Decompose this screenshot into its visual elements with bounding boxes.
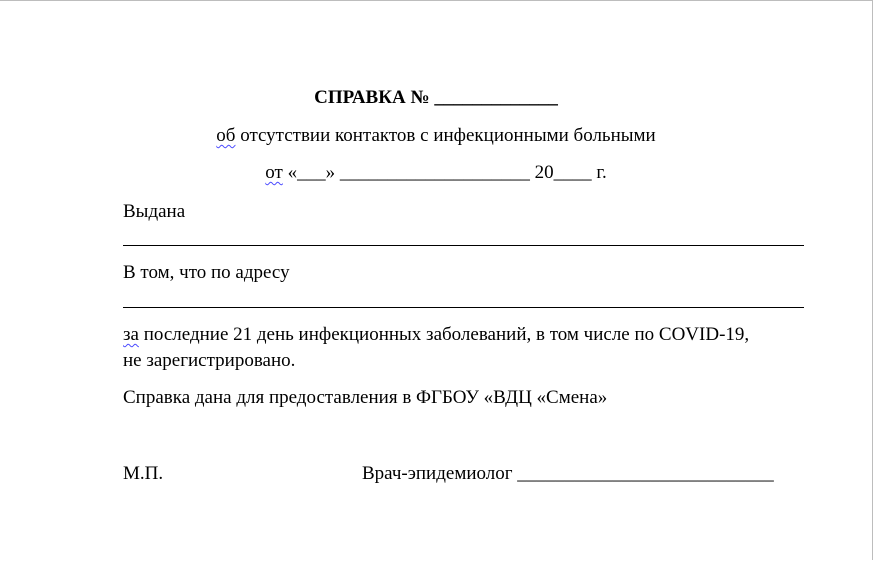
- address-blank-line: [123, 307, 804, 308]
- address-label: В том, что по адресу: [123, 262, 290, 283]
- signature-label: Врач-эпидемиолог ___________________________: [362, 463, 774, 484]
- body-text-line1: [123, 324, 749, 346]
- date-line: [0, 162, 872, 184]
- body-text-line2: не зарегистрировано.: [123, 350, 296, 371]
- issued-blank-line: [123, 245, 804, 246]
- purpose-text: Справка дана для предоставления в ФГБОУ «ВДЦ «Смена»: [123, 387, 608, 408]
- stamp-label: М.П.: [123, 463, 164, 484]
- issued-label: Выдана: [123, 201, 186, 222]
- certificate-title: СПРАВКА № _____________: [314, 87, 558, 108]
- date-text: «___» ____________________ 20____ г.: [282, 162, 607, 183]
- subtitle-lead-word: об: [216, 125, 236, 146]
- date-lead-word: от: [265, 162, 283, 183]
- body-text: последние 21 день инфекционных заболеваний, в том числе по COVID-19,: [138, 324, 750, 345]
- body-lead-word: за: [123, 324, 139, 345]
- certificate-subtitle: [0, 125, 872, 147]
- subtitle-text: отсутствии контактов с инфекционными больными: [235, 125, 656, 146]
